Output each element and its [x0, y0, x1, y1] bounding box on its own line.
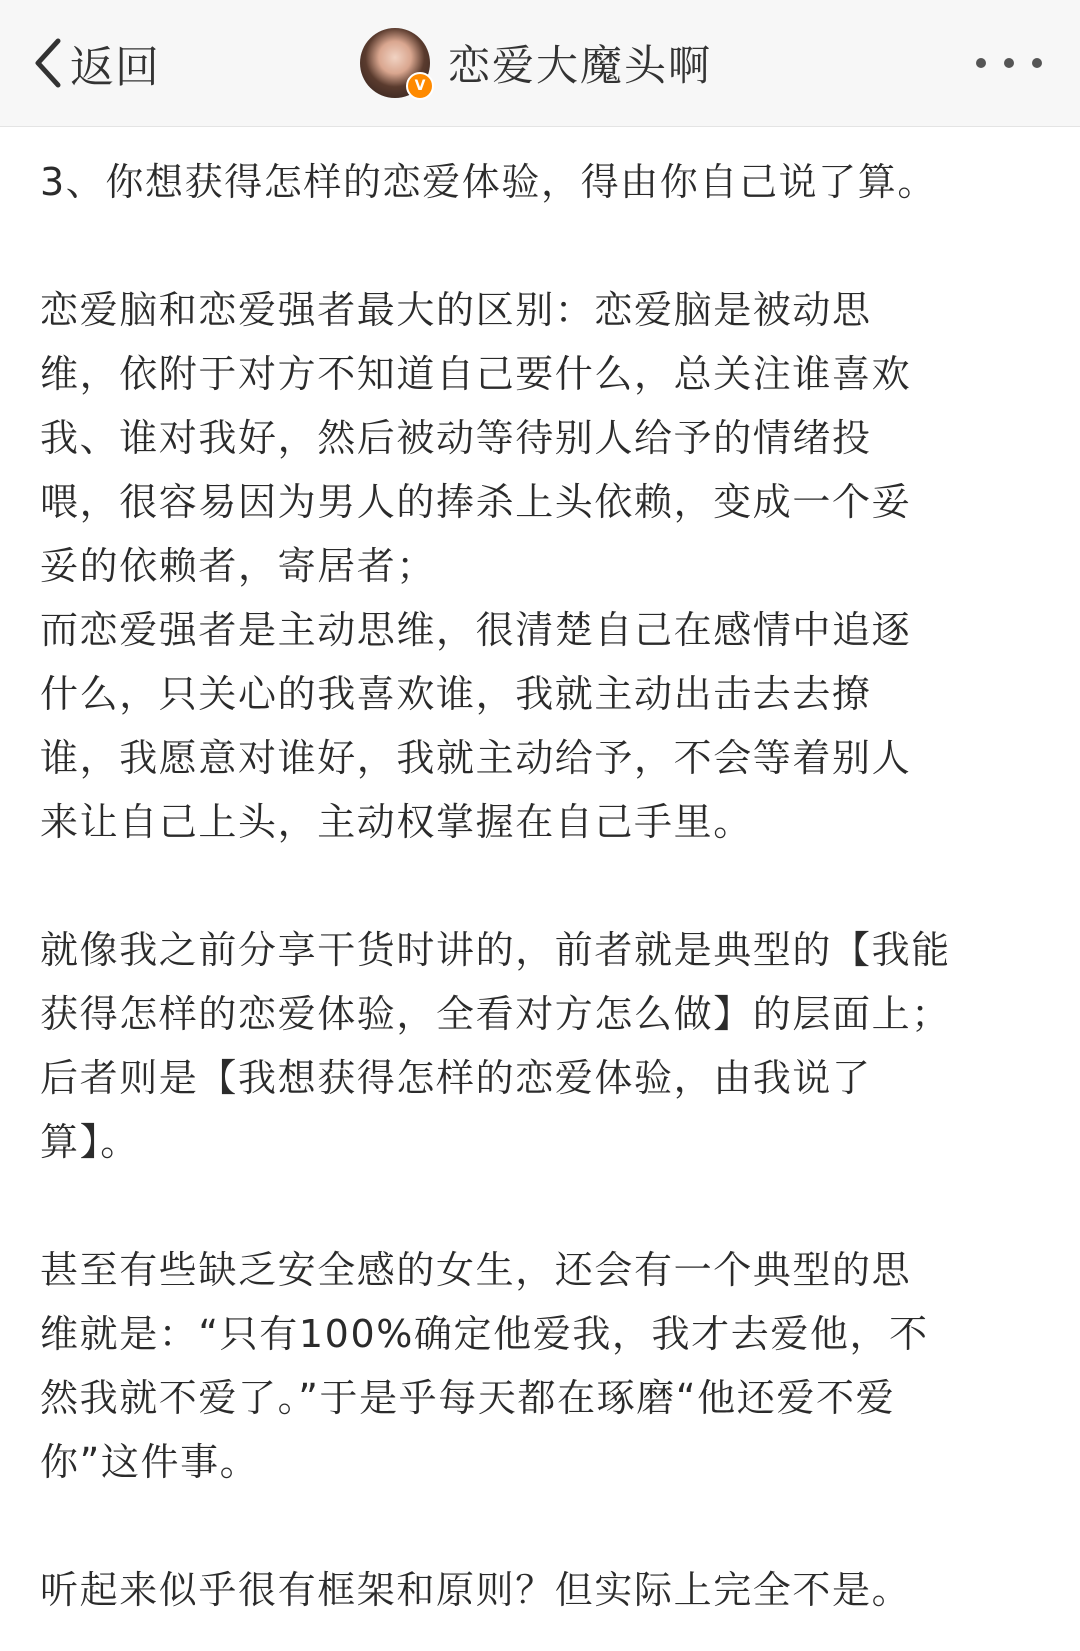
article-text-line: 维就是：“只有100%确定他爱我，我才去爱他，不 [40, 1312, 929, 1356]
verified-badge-icon: V [406, 72, 434, 100]
paragraph-spacer [40, 1174, 1050, 1238]
article-text-line: 喂，很容易因为男人的捧杀上头依赖，变成一个妥 [40, 480, 912, 524]
article-text-line: 你”这件事。 [40, 1440, 260, 1484]
article-text-line: 获得怎样的恋爱体验，全看对方怎么做】的层面上； [40, 992, 951, 1036]
article-text-line: 后者则是【我想获得怎样的恋爱体验，由我说了 [40, 1056, 872, 1100]
more-dot-icon [1032, 58, 1042, 68]
article-text-line: 就像我之前分享干货时讲的，前者就是典型的【我能 [40, 928, 951, 972]
article-text-line: 维，依附于对方不知道自己要什么，总关注谁喜欢 [40, 352, 912, 396]
article-text-line: 甚至有些缺乏安全感的女生，还会有一个典型的思 [40, 1248, 912, 1292]
more-options-button[interactable] [976, 48, 1042, 78]
paragraph-spacer [40, 1494, 1050, 1558]
article-text-line: 什么，只关心的我喜欢谁，我就主动出击去去撩 [40, 672, 872, 716]
author-name[interactable]: 恋爱大魔头啊 [448, 41, 713, 90]
top-navigation-bar [0, 0, 1080, 127]
article-text-line: 谁，我愿意对谁好，我就主动给予，不会等着别人 [40, 736, 912, 780]
article-text-line: 3、你想获得怎样的恋爱体验，得由你自己说了算。 [40, 160, 937, 204]
article-text-line: 算】。 [40, 1120, 140, 1164]
article-text-line: 我、谁对我好，然后被动等待别人给予的情绪投 [40, 416, 872, 460]
article-text-line: 妥的依赖者，寄居者； [40, 544, 437, 588]
article-text-line: 然我就不爱了。”于是乎每天都在琢磨“他还爱不爱 [40, 1376, 896, 1420]
more-dot-icon [976, 58, 986, 68]
back-button[interactable] [30, 33, 160, 93]
avatar[interactable] [360, 28, 430, 98]
paragraph-spacer [40, 214, 1050, 278]
article-body [40, 150, 1050, 1622]
chevron-left-icon [30, 33, 66, 93]
more-dot-icon [1004, 58, 1014, 68]
article-text-line: 而恋爱强者是主动思维，很清楚自己在感情中追逐 [40, 608, 912, 652]
article-text-line: 听起来似乎很有框架和原则？但实际上完全不是。 [40, 1568, 912, 1612]
back-label: 返回 [70, 42, 160, 93]
author-profile[interactable] [360, 28, 712, 98]
article-text-line: 恋爱脑和恋爱强者最大的区别：恋爱脑是被动思 [40, 288, 872, 332]
article-text-line: 来让自己上头，主动权掌握在自己手里。 [40, 800, 753, 844]
paragraph-spacer [40, 854, 1050, 918]
